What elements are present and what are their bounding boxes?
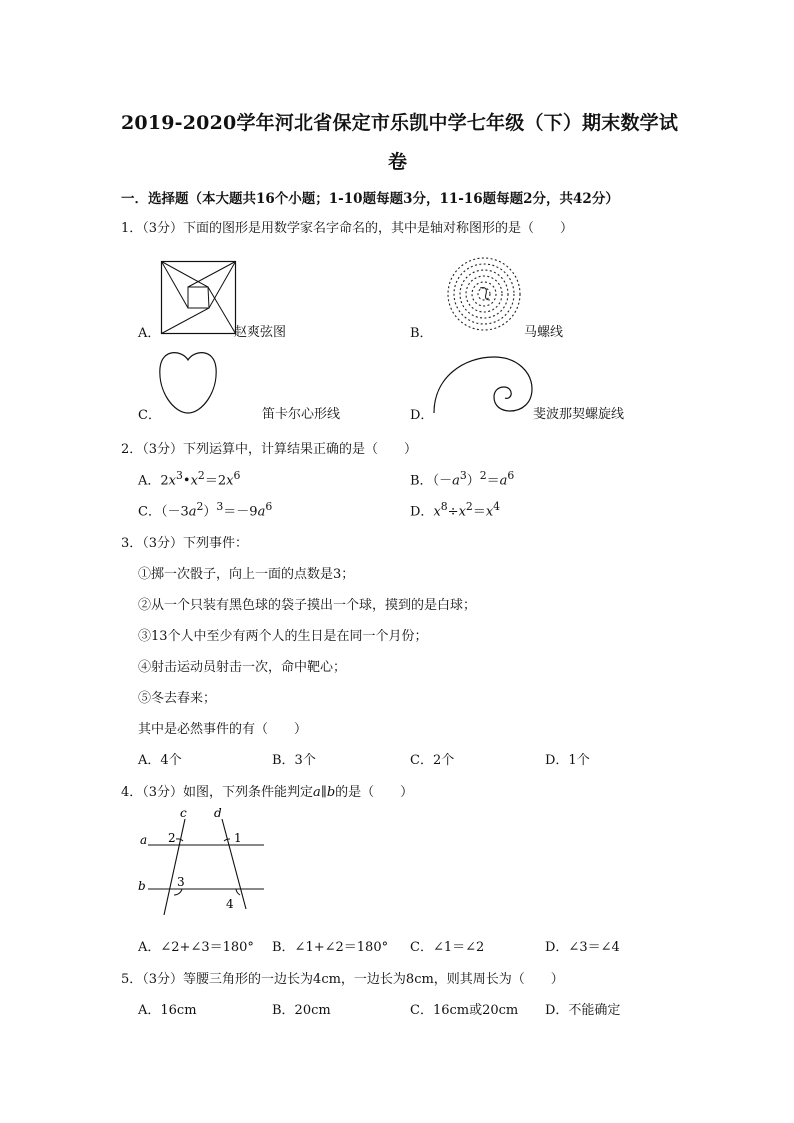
- question-4-stem: 4．（3分）如图，下列条件能判定a∥b的是（ ）: [121, 785, 414, 800]
- fibonacci-spiral-figure: [432, 355, 532, 413]
- q2-option-b: B．$(-a^3)^2=a^6$: [410, 469, 515, 489]
- angle-3: 3: [177, 875, 185, 889]
- q1-option-c-caption: 笛卡尔心形线: [262, 407, 341, 422]
- q3-event: ①掷一次骰子，向上一面的点数是3；: [138, 567, 355, 582]
- label-c: c: [180, 806, 187, 820]
- q4-option-c: C．∠1＝∠2: [410, 940, 485, 955]
- page-title: 2019-2020学年河北省保定市乐凯中学七年级（下）期末数学试: [121, 112, 679, 134]
- q3-option-d: D．1个: [545, 753, 590, 768]
- cardioid-figure: [158, 350, 218, 414]
- question-3-stem: 3．（3分）下列事件：: [121, 536, 249, 551]
- angle-1: 1: [234, 831, 242, 845]
- q3-option-b: B．3个: [272, 753, 316, 768]
- q1-option-a-caption: 赵爽弦图: [234, 325, 287, 340]
- q3-option-c: C．2个: [410, 753, 455, 768]
- q1-option-b-caption: 马螺线: [524, 325, 564, 340]
- question-1-stem: 1．（3分）下面的图形是用数学家名字命名的，其中是轴对称图形的是（ ）: [121, 221, 574, 236]
- label-b: b: [138, 879, 146, 893]
- label-d: d: [214, 806, 222, 820]
- q1-option-a-letter: A．: [138, 326, 161, 341]
- q1-option-d-letter: D．: [410, 408, 434, 423]
- question-2-stem: 2．（3分）下列运算中，计算结果正确的是（ ）: [121, 442, 418, 457]
- angle-4: 4: [226, 897, 234, 911]
- q3-event: ④射击运动员射击一次，命中靶心；: [138, 660, 347, 675]
- q5-option-c: C．16cm或20cm: [410, 1003, 519, 1018]
- q5-option-d: D．不能确定: [545, 1003, 621, 1018]
- section-header: 一．选择题（本大题共16个小题；1-10题每题3分，11-16题每题2分，共42分）: [121, 191, 619, 207]
- q1-option-b-letter: B．: [410, 326, 433, 341]
- q3-event: ②从一个只装有黑色球的袋子摸出一个球，摸到的是白球；: [138, 598, 477, 613]
- ma-spiral-figure: [446, 256, 522, 332]
- q1-option-c-letter: C．: [138, 408, 161, 423]
- q4-option-d: D．∠3＝∠4: [545, 940, 620, 955]
- q4-option-a: A．∠2+∠3＝180°: [138, 940, 254, 955]
- angle-2: 2: [168, 831, 176, 845]
- q3-event: ⑤冬去春来；: [138, 691, 217, 706]
- q2-option-d: D．$x^8\div x^2=x^4$: [410, 500, 501, 520]
- q4-option-b: B．∠1+∠2＝180°: [272, 940, 389, 955]
- q3-event: ③13个人中至少有两个人的生日是在同一个月份；: [138, 629, 428, 644]
- q5-option-a: A．16cm: [138, 1003, 197, 1018]
- q3-option-a: A．4个: [138, 753, 182, 768]
- q5-option-b: B．20cm: [272, 1003, 331, 1018]
- parallel-lines-figure: [138, 805, 268, 915]
- q1-option-d-caption: 斐波那契螺旋线: [533, 407, 625, 422]
- q2-option-c: C．$(-3a^2)^3=-9a^6$: [138, 500, 273, 520]
- label-a: a: [140, 833, 148, 847]
- page-title-line2: 卷: [388, 151, 408, 173]
- question-5-stem: 5．（3分）等腰三角形的一边长为4cm，一边长为8cm，则其周长为（ ）: [121, 972, 564, 987]
- q2-option-a: A．$2x^3•x^2=2x^6$: [138, 469, 241, 489]
- zhao-shuang-figure: [161, 261, 237, 335]
- q3-question: 其中是必然事件的有（ ）: [138, 722, 308, 737]
